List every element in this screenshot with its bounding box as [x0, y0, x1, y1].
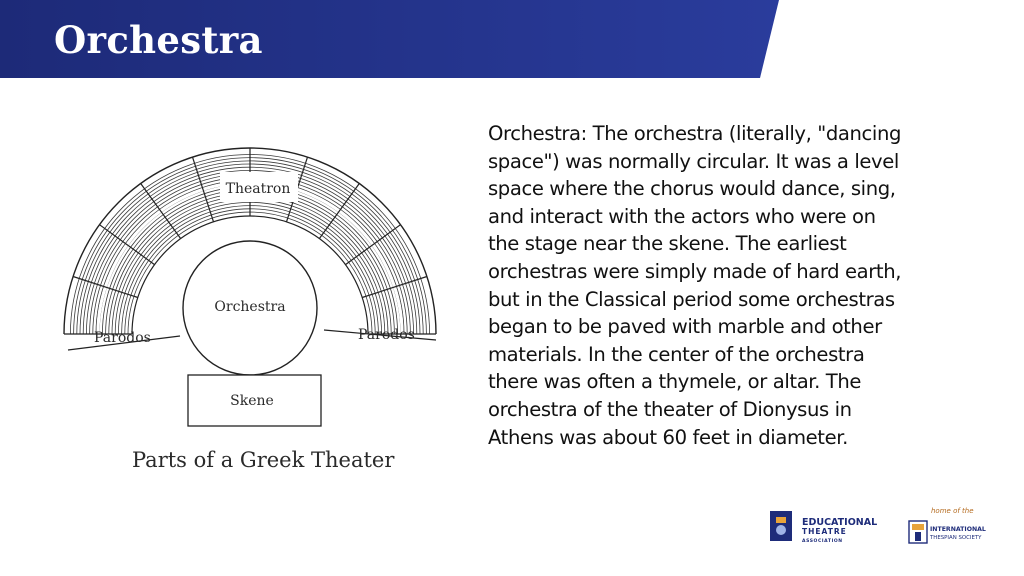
its-line1: INTERNATIONAL [930, 526, 986, 533]
aisle-line [193, 157, 214, 222]
logos-area [766, 503, 998, 553]
eta-logo [770, 511, 877, 544]
eta-line1: EDUCATIONAL [802, 517, 878, 528]
aisle-line [73, 277, 138, 298]
eta-line3: ASSOCIATION [802, 539, 843, 544]
aisle-line [362, 277, 427, 298]
eta-line2: THEATRE [802, 527, 847, 536]
label-parodos-right: Parodos [358, 327, 415, 343]
diagram-caption: Parts of a Greek Theater [132, 448, 395, 472]
label-parodos-left: Parodos [94, 330, 151, 346]
label-skene: Skene [230, 393, 274, 409]
greek-theater-diagram [52, 118, 444, 482]
greek-theater-drawing [52, 118, 444, 482]
label-orchestra: Orchestra [214, 299, 286, 315]
orchestra-description: Orchestra: The orchestra (literally, "dancing space") was normally circular. It was a level space where the chorus would dance, sing, and interact with the actors who were on the stage near the skene. The earliest orchestras were simply made of hard earth, but in the Classical period some orchestras began to be paved with marble and other materials. In the center of the orchestra there was often a thymele, or altar. The orchestra of the theater of Dionysus in Athens was about 60 feet in diameter. [488, 122, 902, 449]
page-title: Orchestra [54, 18, 263, 62]
label-theatron: Theatron [225, 181, 291, 197]
its-line2: THESPIAN SOCIETY [930, 535, 982, 541]
its-logo [909, 507, 986, 543]
home-of-the: home of the [931, 507, 974, 515]
